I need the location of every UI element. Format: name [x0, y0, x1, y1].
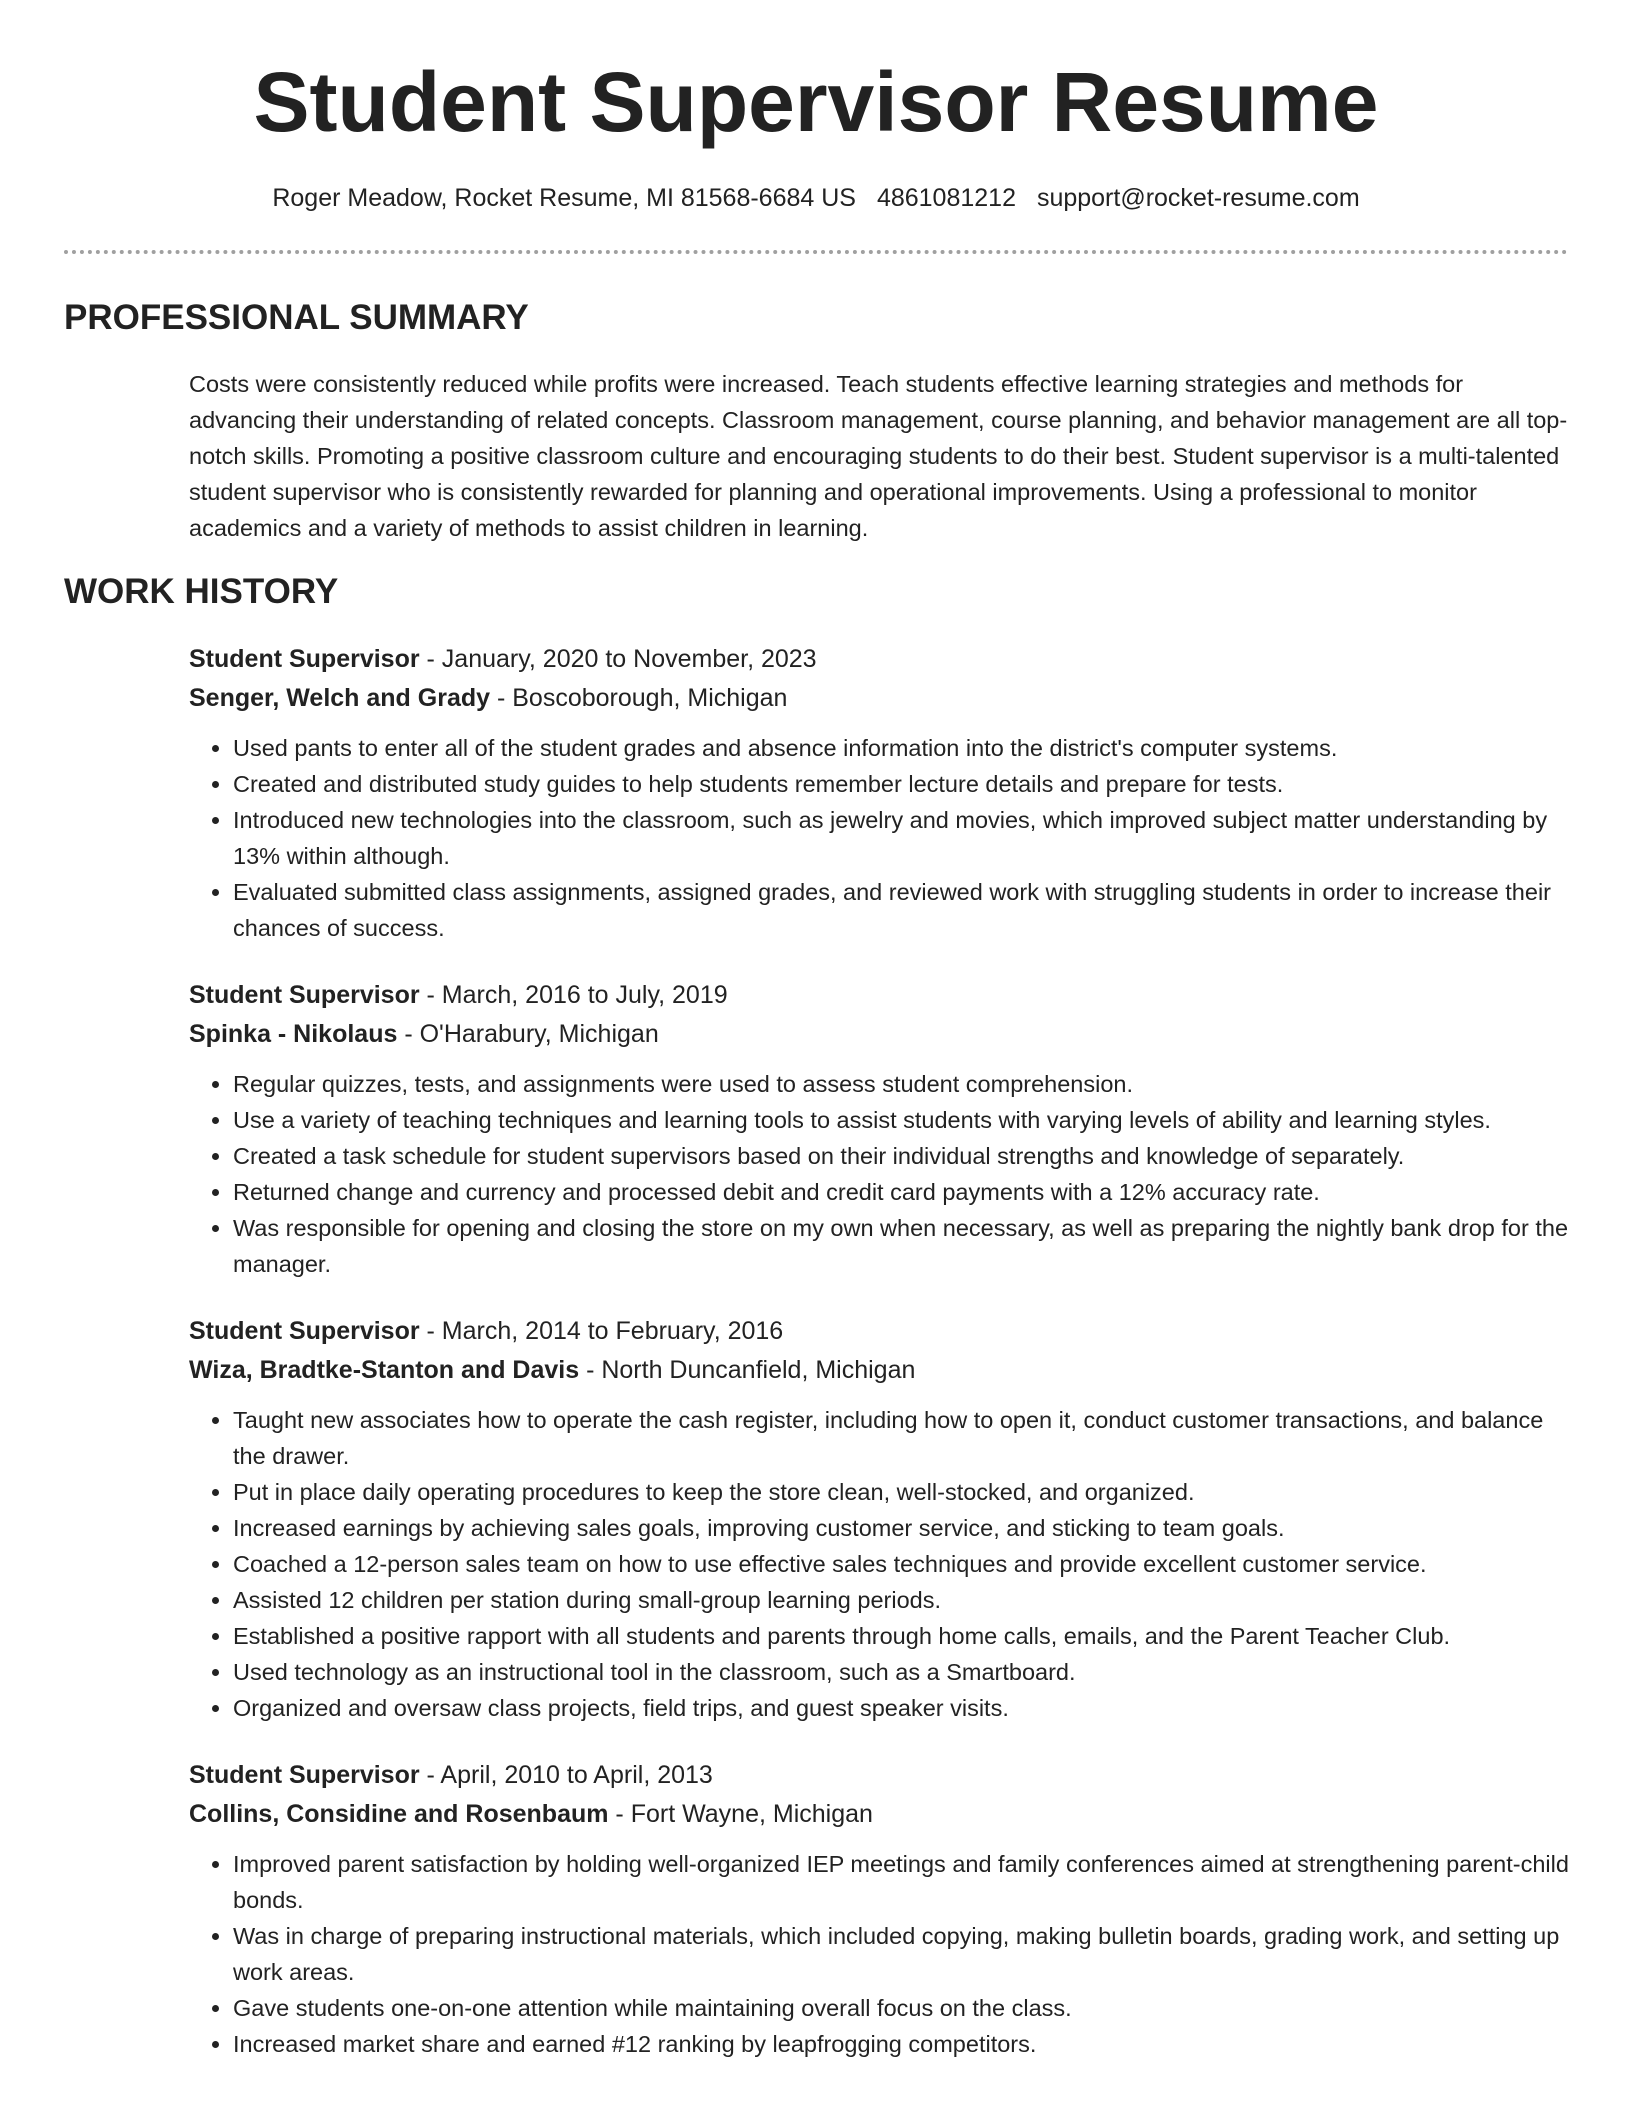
job-entry: [189, 1312, 1569, 1726]
job-title-line: [189, 1312, 1569, 1351]
job-bullet: • Used pants to enter all of the student grades and absence information into the district's computer systems.: [233, 730, 1569, 766]
job-company: Wiza, Bradtke-Stanton and Davis: [189, 1356, 580, 1384]
job-bullet: • Coached a 12-person sales team on how to use effective sales techniques and provide excellent customer service.: [233, 1546, 1569, 1582]
job-title: Student Supervisor: [189, 645, 420, 673]
job-bullet: • Regular quizzes, tests, and assignments were used to assess student comprehension.: [233, 1066, 1569, 1102]
job-bullet: • Was in charge of preparing instructional materials, which included copying, making bulletin boards, grading work, and setting up work areas.: [233, 1918, 1569, 1990]
job-bullet: • Evaluated submitted class assignments, assigned grades, and reviewed work with struggling students in order to increase their chances of success.: [233, 874, 1569, 946]
job-location: - Boscoborough, Michigan: [490, 684, 788, 712]
job-bullets: [189, 730, 1569, 946]
job-bullet: • Assisted 12 children per station during small-group learning periods.: [233, 1582, 1569, 1618]
job-entry: [189, 640, 1569, 946]
job-company-line: [189, 679, 1569, 718]
job-bullets: [189, 1846, 1569, 2062]
job-bullets: [189, 1402, 1569, 1726]
job-company-line: [189, 1015, 1569, 1054]
job-company-line: [189, 1795, 1569, 1834]
job-company: Spinka - Nikolaus: [189, 1020, 398, 1048]
job-title: Student Supervisor: [189, 1317, 420, 1345]
job-entry: [189, 976, 1569, 1282]
job-bullet: • Organized and oversaw class projects, field trips, and guest speaker visits.: [233, 1690, 1569, 1726]
contact-line: [0, 180, 1632, 216]
summary-text: Costs were consistently reduced while profits were increased. Teach students effective learning strategies and methods for advancing their understanding of related concepts. Classroom management, course planning, and behavior management are all top-notch skills. Promoting a positive classroom culture and encouraging students to do their best. Student supervisor is a multi-talented student supervisor who is consistently rewarded for planning and operational improvements. Using a professional to monitor academics and a variety of methods to assist children in learning.: [189, 371, 1568, 541]
job-title-line: [189, 640, 1569, 679]
job-bullet: • Introduced new technologies into the classroom, such as jewelry and movies, which improved subject matter understanding by 13% within although.: [233, 802, 1569, 874]
job-entry: [189, 1756, 1569, 2062]
job-title: Student Supervisor: [189, 1761, 420, 1789]
job-bullet: • Was responsible for opening and closing the store on my own when necessary, as well as preparing the nightly bank drop for the manager.: [233, 1210, 1569, 1282]
contact-address: Roger Meadow, Rocket Resume, MI 81568-6684 US: [272, 184, 856, 212]
job-bullet: • Increased market share and earned #12 ranking by leapfrogging competitors.: [233, 2026, 1569, 2062]
job-bullet: • Returned change and currency and processed debit and credit card payments with a 12% accuracy rate.: [233, 1174, 1569, 1210]
job-company-line: [189, 1351, 1569, 1390]
header-divider: [64, 250, 1568, 254]
job-bullet: • Created and distributed study guides to help students remember lecture details and prepare for tests.: [233, 766, 1569, 802]
work-history-heading: WORK HISTORY: [64, 572, 339, 611]
job-bullet: • Used technology as an instructional tool in the classroom, such as a Smartboard.: [233, 1654, 1569, 1690]
work-history-list: [189, 640, 1569, 2092]
job-title: Student Supervisor: [189, 981, 420, 1009]
job-bullet: • Created a task schedule for student supervisors based on their individual strengths and knowledge of separately.: [233, 1138, 1569, 1174]
job-title-line: [189, 976, 1569, 1015]
job-bullet: • Improved parent satisfaction by holding well-organized IEP meetings and family conferences aimed at strengthening parent-child bonds.: [233, 1846, 1569, 1918]
job-bullet: • Increased earnings by achieving sales goals, improving customer service, and sticking to team goals.: [233, 1510, 1569, 1546]
job-dates: - March, 2016 to July, 2019: [419, 981, 728, 1009]
resume-title: Student Supervisor Resume: [253, 55, 1379, 149]
contact-phone: 4861081212: [876, 184, 1016, 212]
contact-email: support@rocket-resume.com: [1036, 184, 1360, 212]
job-location: - North Duncanfield, Michigan: [579, 1356, 916, 1384]
job-dates: - April, 2010 to April, 2013: [419, 1761, 713, 1789]
job-bullet: • Gave students one-on-one attention while maintaining overall focus on the class.: [233, 1990, 1569, 2026]
job-bullet: • Put in place daily operating procedures to keep the store clean, well-stocked, and organized.: [233, 1474, 1569, 1510]
job-bullet: • Established a positive rapport with all students and parents through home calls, emails, and the Parent Teacher Club.: [233, 1618, 1569, 1654]
job-bullet: • Use a variety of teaching techniques and learning tools to assist students with varying levels of ability and learning styles.: [233, 1102, 1569, 1138]
job-dates: - January, 2020 to November, 2023: [419, 645, 817, 673]
job-company: Senger, Welch and Grady: [189, 684, 491, 712]
job-location: - O'Harabury, Michigan: [397, 1020, 659, 1048]
summary-heading: PROFESSIONAL SUMMARY: [64, 298, 529, 337]
job-bullets: [189, 1066, 1569, 1282]
job-title-line: [189, 1756, 1569, 1795]
job-company: Collins, Considine and Rosenbaum: [189, 1800, 609, 1828]
job-location: - Fort Wayne, Michigan: [608, 1800, 873, 1828]
job-dates: - March, 2014 to February, 2016: [419, 1317, 784, 1345]
job-bullet: • Taught new associates how to operate the cash register, including how to open it, conduct customer transactions, and balance the drawer.: [233, 1402, 1569, 1474]
